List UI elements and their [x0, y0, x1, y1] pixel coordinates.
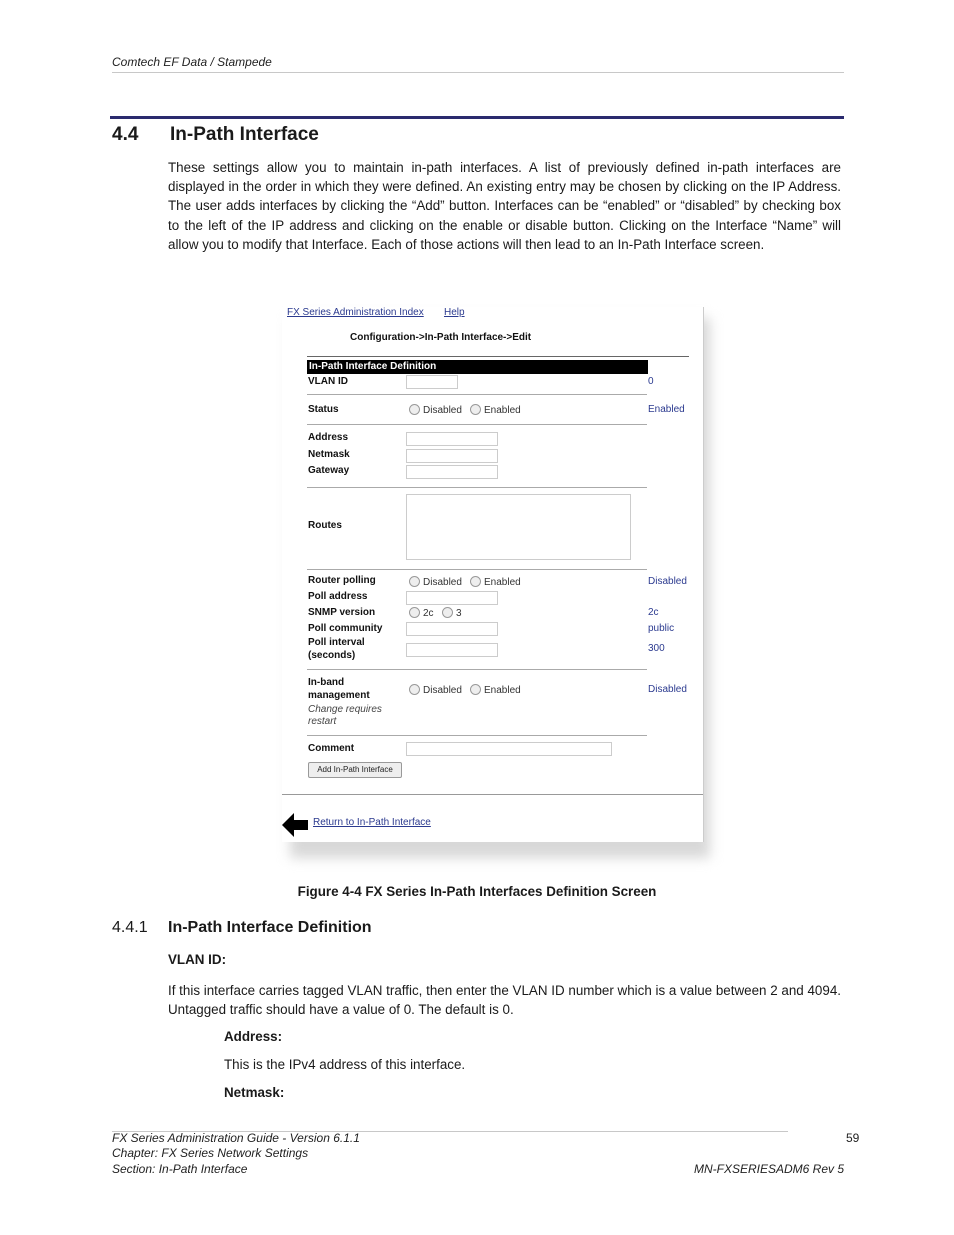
footer-chapter: Chapter: FX Series Network Settings [112, 1146, 309, 1160]
nav-admin-index-link[interactable]: FX Series Administration Index [287, 307, 424, 318]
inband-enabled-label: Enabled [484, 685, 521, 696]
address-input[interactable] [406, 432, 498, 446]
router-polling-label: Router polling [308, 575, 376, 586]
polling-enabled-label: Enabled [484, 577, 521, 588]
top-divider [307, 356, 689, 357]
routes-label: Routes [308, 520, 342, 531]
snmp-value: 2c [648, 607, 659, 618]
gateway-input[interactable] [406, 465, 498, 479]
inband-label: In-band [308, 677, 345, 688]
footer-section: Section: In-Path Interface [112, 1162, 248, 1176]
subsection-title: In-Path Interface Definition [168, 919, 372, 936]
divider [307, 394, 647, 395]
footer-guide: FX Series Administration Guide - Version 6.1.1 [112, 1131, 360, 1145]
inband-enabled-radio[interactable] [470, 684, 481, 695]
header-rule [112, 72, 844, 73]
breadcrumb: Configuration->In-Path Interface->Edit [350, 332, 532, 343]
address-label: Address [308, 432, 349, 443]
inband-value: Disabled [648, 684, 687, 695]
screenshot-figure [282, 307, 704, 842]
intro-paragraph: These settings allow you to maintain in-path interfaces. A list of previously defined in-path interfaces are displayed in the order in which they were defined. An existing entry may be chosen by clicking on the IP Address. The user adds interfaces by clicking the “Add” button. Interfaces can be “enabled” or “disabled” by checking box to the left of the IP address and clicking on the enable or disable button. Clicking on the Interface “Name” will allow you to modify that Interface. Each of those actions will then lead to an In-Path Interface screen. [168, 160, 841, 252]
subsection-number: 4.4.1 [112, 919, 148, 936]
status-value: Enabled [648, 404, 685, 415]
divider [307, 569, 647, 570]
status-enabled-label: Enabled [484, 405, 521, 416]
vlan-input[interactable] [406, 375, 458, 389]
inband-disabled-label: Disabled [423, 685, 462, 696]
comment-label: Comment [308, 743, 355, 754]
section-number: 4.4 [112, 124, 139, 145]
snmp-3-label: 3 [456, 608, 462, 619]
add-in-path-interface-button[interactable]: Add In-Path Interface [308, 762, 402, 778]
inband-note: Change requires [308, 704, 382, 715]
comment-input[interactable] [406, 742, 612, 756]
inband-label-2: management [308, 690, 370, 701]
polling-disabled-label: Disabled [423, 577, 462, 588]
return-link[interactable]: Return to In-Path Interface [313, 817, 431, 828]
poll-interval-input[interactable] [406, 643, 498, 657]
poll-address-label: Poll address [308, 591, 368, 602]
poll-community-value: public [648, 623, 675, 634]
gateway-label: Gateway [308, 465, 350, 476]
inband-disabled-radio[interactable] [409, 684, 420, 695]
divider [282, 794, 703, 795]
poll-community-label: Poll community [308, 623, 383, 634]
divider [307, 424, 647, 425]
snmp-label: SNMP version [308, 607, 376, 618]
routes-textarea[interactable] [406, 494, 631, 560]
status-disabled-label: Disabled [423, 405, 462, 416]
status-enabled-radio[interactable] [470, 404, 481, 415]
address-heading: Address: [224, 1029, 283, 1044]
address-paragraph: This is the IPv4 address of this interface. [224, 1057, 466, 1072]
poll-address-input[interactable] [406, 591, 498, 605]
netmask-input[interactable] [406, 449, 498, 463]
divider [307, 487, 647, 488]
vlan-label: VLAN ID [308, 376, 348, 387]
vlan-paragraph: If this interface carries tagged VLAN traffic, then enter the VLAN ID number which is a value between 2 and 4094. Untagged traffic should have a value of 0. The default is 0. [168, 983, 841, 1018]
footer-doc-number: MN-FXSERIESADM6 Rev 5 [694, 1162, 845, 1176]
section-rule [110, 116, 844, 119]
section-title: In-Path Interface [170, 124, 319, 145]
netmask-heading: Netmask: [224, 1085, 285, 1100]
divider [307, 735, 647, 736]
poll-community-input[interactable] [406, 622, 498, 636]
snmp-2c-label: 2c [423, 608, 434, 619]
netmask-label: Netmask [308, 449, 350, 460]
running-header: Comtech EF Data / Stampede [112, 55, 272, 69]
divider [307, 669, 647, 670]
table-title: In-Path Interface Definition [307, 360, 648, 374]
nav-help-link[interactable]: Help [444, 307, 465, 318]
poll-interval-unit: (seconds) [308, 650, 356, 661]
figure-caption: Figure 4-4 FX Series In-Path Interfaces Definition Screen [297, 884, 657, 899]
vlan-value: 0 [648, 376, 654, 387]
polling-disabled-radio[interactable] [409, 576, 420, 587]
poll-interval-value: 300 [648, 643, 665, 654]
snmp-2c-radio[interactable] [409, 607, 420, 618]
snmp-3-radio[interactable] [442, 607, 453, 618]
polling-enabled-radio[interactable] [470, 576, 481, 587]
status-label: Status [308, 404, 339, 415]
status-disabled-radio[interactable] [409, 404, 420, 415]
inband-note-2: restart [308, 716, 337, 727]
back-arrow-icon[interactable] [282, 813, 308, 837]
vlan-heading: VLAN ID: [168, 952, 227, 967]
poll-interval-label: Poll interval [308, 637, 365, 648]
router-polling-value: Disabled [648, 576, 687, 587]
page-number: 59 [846, 1131, 860, 1145]
